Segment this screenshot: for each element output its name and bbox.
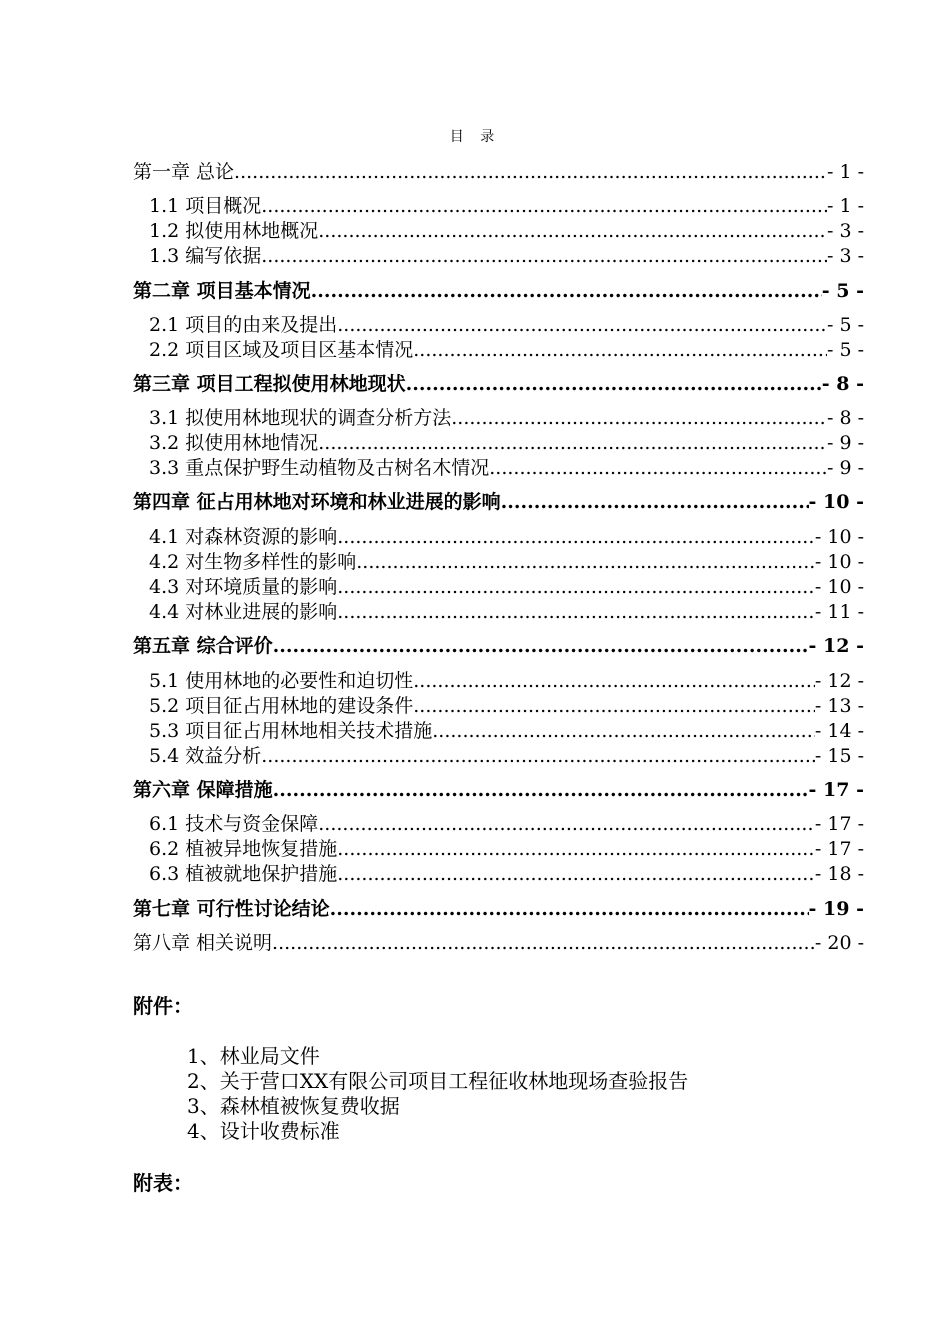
toc-entry-label: 6.2 植被异地恢复措施 <box>149 838 338 860</box>
toc-leader-dots <box>273 634 809 658</box>
toc-entry-page: - 17 - <box>814 813 864 835</box>
toc-leader-dots <box>337 575 815 599</box>
toc-entry-page: - 12 - <box>814 670 864 692</box>
toc-section-entry[interactable] <box>149 812 864 836</box>
toc-chapter-entry[interactable] <box>133 279 864 303</box>
toc-entry-page: - 17 - <box>808 779 864 801</box>
toc-entry-page: - 9 - <box>826 457 864 479</box>
toc-leader-dots <box>489 456 827 480</box>
toc-chapter-entry[interactable] <box>133 931 864 955</box>
attachments-heading: 附件： <box>133 994 193 1018</box>
toc-leader-dots <box>337 837 815 861</box>
toc-leader-dots <box>413 694 815 718</box>
toc-leader-dots <box>432 719 815 743</box>
toc-section-entry[interactable] <box>149 313 864 337</box>
toc-entry-label: 2.2 项目区域及项目区基本情况 <box>149 339 414 361</box>
toc-section-entry[interactable] <box>149 694 864 718</box>
toc-section-entry[interactable] <box>149 550 864 574</box>
toc-leader-dots <box>261 744 815 768</box>
toc-section-entry[interactable] <box>149 431 864 455</box>
toc-entry-page: - 11 - <box>814 601 864 623</box>
toc-entry-label: 1.3 编写依据 <box>149 245 262 267</box>
toc-leader-dots <box>413 338 827 362</box>
toc-entry-page: - 10 - <box>814 576 864 598</box>
toc-section-entry[interactable] <box>149 600 864 624</box>
toc-entry-label: 2.1 项目的由来及提出 <box>149 314 338 336</box>
toc-entry-label: 3.3 重点保护野生动植物及古树名木情况 <box>149 457 490 479</box>
toc-section-entry[interactable] <box>149 575 864 599</box>
toc-section-entry[interactable] <box>149 744 864 768</box>
toc-entry-page: - 17 - <box>814 838 864 860</box>
toc-chapter-entry[interactable] <box>133 160 864 184</box>
toc-entry-label: 3.2 拟使用林地情况 <box>149 432 319 454</box>
toc-leader-dots <box>337 313 827 337</box>
toc-entry-page: - 19 - <box>808 898 864 920</box>
toc-entry-label: 第四章 征占用林地对环境和林业进展的影响 <box>133 491 501 513</box>
toc-entry-label: 5.1 使用林地的必要性和迫切性 <box>149 670 414 692</box>
toc-section-entry[interactable] <box>149 525 864 549</box>
toc-section-entry[interactable] <box>149 194 864 218</box>
toc-section-entry[interactable] <box>149 219 864 243</box>
toc-entry-page: - 9 - <box>826 432 864 454</box>
attachment-item: 1、林业局文件 <box>187 1044 320 1068</box>
toc-leader-dots <box>272 931 815 955</box>
toc-entry-page: - 8 - <box>821 373 864 395</box>
toc-entry-label: 1.1 项目概况 <box>149 195 262 217</box>
toc-leader-dots <box>318 219 827 243</box>
toc-leader-dots <box>356 550 815 574</box>
toc-section-entry[interactable] <box>149 719 864 743</box>
toc-leader-dots <box>261 244 827 268</box>
tables-heading: 附表： <box>133 1171 193 1195</box>
toc-entry-page: - 18 - <box>814 863 864 885</box>
toc-entry-page: - 1 - <box>826 161 864 183</box>
toc-entry-label: 1.2 拟使用林地概况 <box>149 220 319 242</box>
toc-entry-page: - 15 - <box>814 745 864 767</box>
toc-entry-label: 6.3 植被就地保护措施 <box>149 863 338 885</box>
toc-entry-label: 第三章 项目工程拟使用林地现状 <box>133 373 406 395</box>
toc-leader-dots <box>330 897 809 921</box>
toc-entry-page: - 8 - <box>826 407 864 429</box>
toc-entry-label: 4.2 对生物多样性的影响 <box>149 551 357 573</box>
toc-chapter-entry[interactable] <box>133 778 864 802</box>
toc-entry-label: 第八章 相关说明 <box>133 932 273 954</box>
toc-section-entry[interactable] <box>149 338 864 362</box>
toc-leader-dots <box>501 490 809 514</box>
toc-section-entry[interactable] <box>149 406 864 430</box>
toc-section-entry[interactable] <box>149 244 864 268</box>
toc-section-entry[interactable] <box>149 837 864 861</box>
toc-entry-page: - 10 - <box>814 551 864 573</box>
toc-entry-page: - 14 - <box>814 720 864 742</box>
toc-leader-dots <box>406 372 822 396</box>
toc-entry-page: - 5 - <box>826 314 864 336</box>
toc-leader-dots <box>318 431 827 455</box>
attachment-item: 4、设计收费标准 <box>187 1119 340 1143</box>
toc-entry-page: - 3 - <box>826 220 864 242</box>
toc-entry-label: 4.1 对森林资源的影响 <box>149 526 338 548</box>
toc-entry-label: 4.4 对林业进展的影响 <box>149 601 338 623</box>
attachment-item: 2、关于营口XX有限公司项目工程征收林地现场查验报告 <box>187 1069 689 1093</box>
toc-entry-page: - 10 - <box>814 526 864 548</box>
toc-chapter-entry[interactable] <box>133 634 864 658</box>
toc-entry-label: 5.3 项目征占用林地相关技术措施 <box>149 720 433 742</box>
toc-entry-page: - 13 - <box>814 695 864 717</box>
toc-leader-dots <box>413 669 815 693</box>
toc-entry-label: 6.1 技术与资金保障 <box>149 813 319 835</box>
toc-entry-label: 第七章 可行性讨论结论 <box>133 898 330 920</box>
toc-leader-dots <box>234 160 827 184</box>
toc-entry-label: 5.2 项目征占用林地的建设条件 <box>149 695 414 717</box>
toc-entry-page: - 10 - <box>808 491 864 513</box>
toc-leader-dots <box>273 778 809 802</box>
toc-chapter-entry[interactable] <box>133 372 864 396</box>
toc-entry-label: 第五章 综合评价 <box>133 635 273 657</box>
attachment-item: 3、森林植被恢复费收据 <box>187 1094 400 1118</box>
toc-entry-page: - 1 - <box>826 195 864 217</box>
toc-entry-page: - 20 - <box>814 932 864 954</box>
toc-leader-dots <box>337 862 815 886</box>
toc-entry-label: 5.4 效益分析 <box>149 745 262 767</box>
toc-chapter-entry[interactable] <box>133 897 864 921</box>
toc-leader-dots <box>311 279 822 303</box>
toc-section-entry[interactable] <box>149 456 864 480</box>
toc-entry-label: 3.1 拟使用林地现状的调查分析方法 <box>149 407 452 429</box>
toc-leader-dots <box>451 406 827 430</box>
toc-leader-dots <box>318 812 815 836</box>
toc-leader-dots <box>337 600 815 624</box>
toc-entry-label: 第一章 总论 <box>133 161 235 183</box>
toc-entry-page: - 5 - <box>826 339 864 361</box>
toc-section-entry[interactable] <box>149 862 864 886</box>
toc-title: 目 录 <box>449 129 501 145</box>
toc-section-entry[interactable] <box>149 669 864 693</box>
toc-leader-dots <box>261 194 827 218</box>
toc-entry-page: - 3 - <box>826 245 864 267</box>
toc-entry-page: - 5 - <box>821 280 864 302</box>
toc-entry-label: 4.3 对环境质量的影响 <box>149 576 338 598</box>
toc-chapter-entry[interactable] <box>133 490 864 514</box>
toc-entry-page: - 12 - <box>808 635 864 657</box>
toc-entry-label: 第六章 保障措施 <box>133 779 273 801</box>
toc-entry-label: 第二章 项目基本情况 <box>133 280 311 302</box>
toc-leader-dots <box>337 525 815 549</box>
